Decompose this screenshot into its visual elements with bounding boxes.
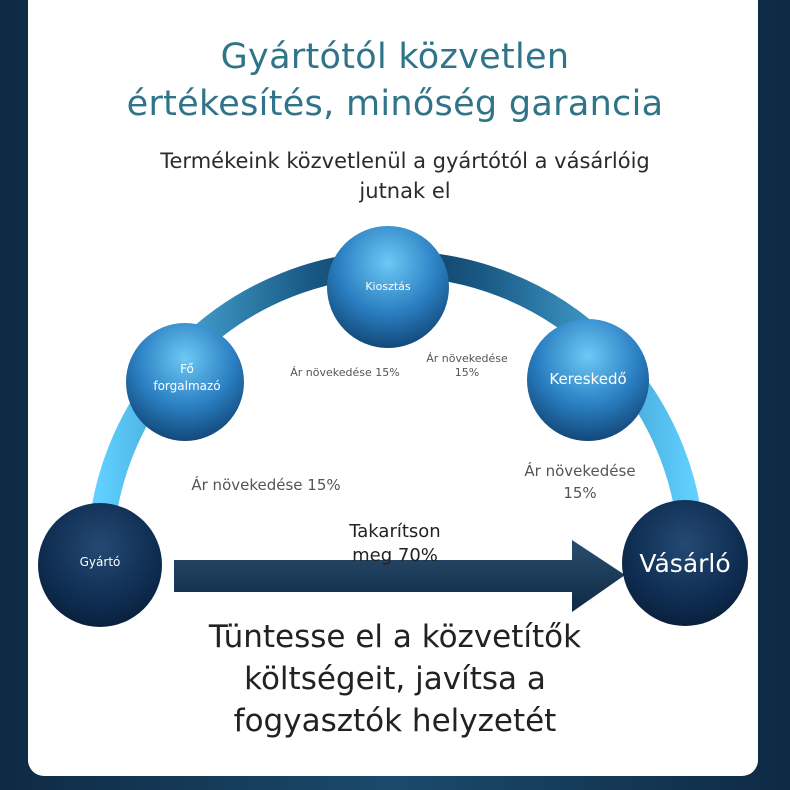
manufacturer-label: Gyártó bbox=[79, 555, 121, 569]
buyer-label: Vásárló bbox=[639, 549, 731, 578]
subtitle-line-1: Termékeink közvetlenül a gyártótól a vásárlóig bbox=[160, 149, 650, 173]
title-line-1: Gyártótól közvetlen bbox=[220, 37, 570, 77]
retailer-label: Kereskedő bbox=[549, 370, 627, 388]
title-line-2: értékesítés, minőség garancia bbox=[126, 84, 664, 124]
price-increase-right-1: Ár növekedése bbox=[524, 462, 636, 480]
footer-line-2: költségeit, javítsa a bbox=[244, 661, 546, 697]
subtitle-line-2: jutnak el bbox=[359, 179, 451, 203]
price-increase-top-right-2: 15% bbox=[454, 366, 480, 379]
distribution-label: Kiosztás bbox=[365, 280, 411, 293]
price-increase-top-left: Ár növekedése 15% bbox=[290, 366, 400, 379]
footer-line-3: fogyasztók helyzetét bbox=[233, 703, 557, 739]
main-distributor-label-1: Fő bbox=[180, 362, 194, 376]
savings-label bbox=[310, 520, 480, 568]
price-increase-left: Ár növekedése 15% bbox=[191, 476, 341, 494]
savings-line-2: meg 70% bbox=[352, 545, 438, 566]
savings-line-1: Takarítson bbox=[349, 521, 441, 542]
footer-message bbox=[160, 616, 630, 742]
footer-line-1: Tüntesse el a közvetítők bbox=[208, 619, 582, 655]
main-distributor-label-2: forgalmazó bbox=[153, 379, 221, 393]
price-increase-top-right-1: Ár növekedése bbox=[426, 352, 508, 365]
price-increase-right-2: 15% bbox=[563, 484, 597, 502]
